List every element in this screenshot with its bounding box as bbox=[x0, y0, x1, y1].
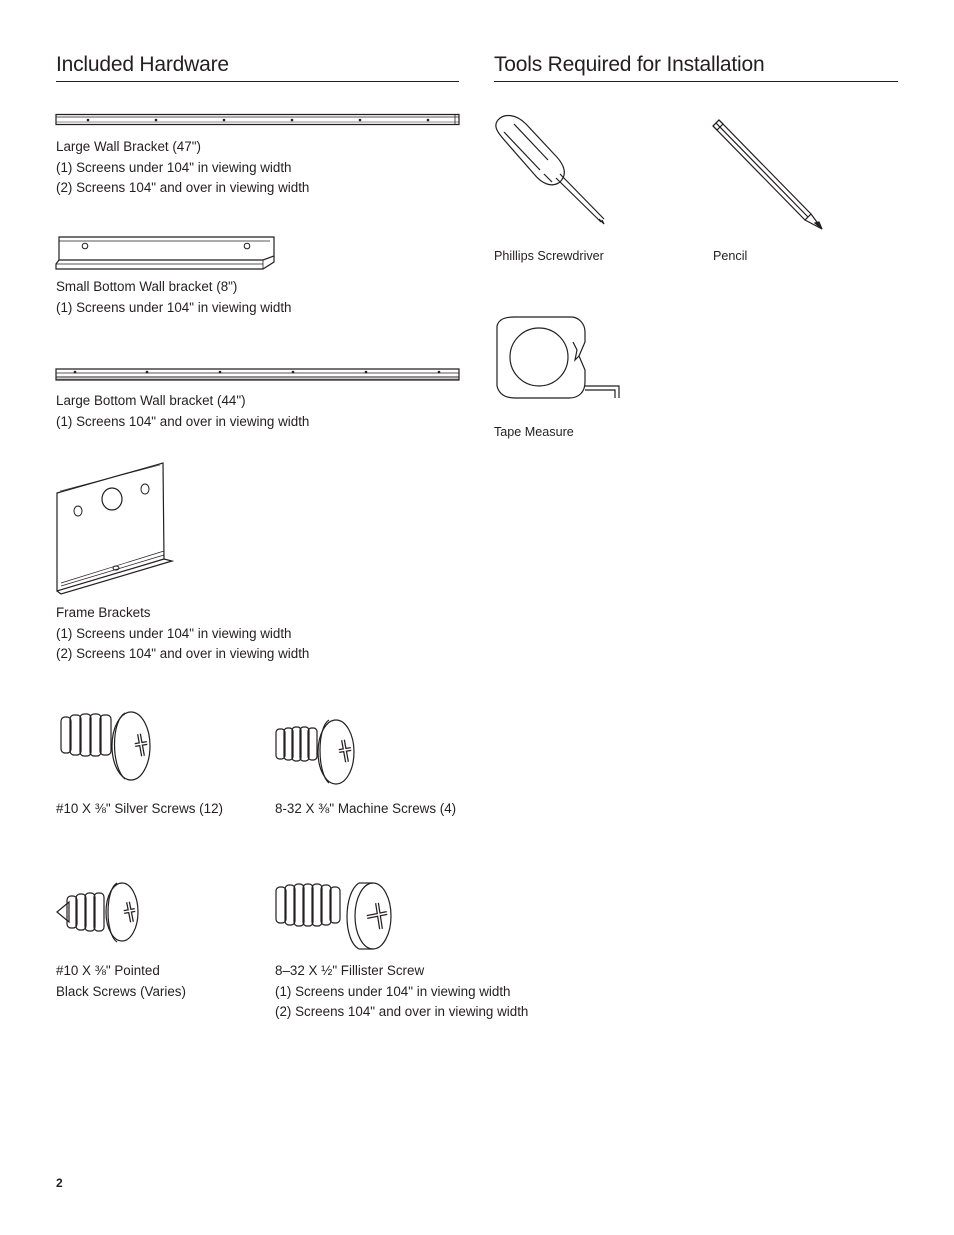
pencil-icon bbox=[711, 118, 825, 232]
large-wall-bracket-caption bbox=[56, 137, 309, 199]
small-bottom-bracket-qty-1: (1) Screens under 104" in viewing width bbox=[56, 299, 292, 315]
page-number: 2 bbox=[56, 1176, 63, 1190]
tape-measure-label: Tape Measure bbox=[494, 425, 574, 439]
pointed-screws-line-1: #10 X ⅜" Pointed bbox=[56, 963, 160, 978]
heading-rule-left bbox=[56, 81, 459, 82]
frame-brackets-caption bbox=[56, 603, 309, 665]
pencil-caption bbox=[713, 246, 747, 267]
large-wall-bracket-qty-2: (2) Screens 104" and over in viewing width bbox=[56, 180, 310, 195]
large-wall-bracket-qty-1: (1) Screens under 104" in viewing width bbox=[56, 159, 292, 175]
large-bottom-bracket-name: Large Bottom Wall bracket (44") bbox=[56, 393, 246, 408]
included-hardware-heading: Included Hardware bbox=[56, 53, 229, 76]
heading-rule-right bbox=[494, 81, 898, 82]
silver-screws-name: #10 X ⅜" Silver Screws (12) bbox=[56, 801, 223, 816]
frame-bracket-icon bbox=[54, 461, 176, 597]
large-wall-bracket-name: Large Wall Bracket (47") bbox=[56, 139, 201, 154]
fillister-screw-icon bbox=[273, 879, 395, 953]
fillister-screw-caption bbox=[275, 961, 528, 1023]
screwdriver-caption bbox=[494, 246, 604, 267]
long-rail-bracket-icon bbox=[55, 113, 461, 127]
frame-brackets-name: Frame Brackets bbox=[56, 605, 151, 620]
tape-measure-caption bbox=[494, 422, 574, 443]
screwdriver-icon bbox=[492, 112, 606, 228]
fillister-screw-name: 8–32 X ½" Fillister Screw bbox=[275, 963, 425, 978]
frame-brackets-qty-2: (2) Screens 104" and over in viewing width bbox=[56, 646, 310, 661]
machine-screw-icon bbox=[273, 717, 359, 787]
tape-measure-icon bbox=[493, 316, 627, 402]
long-bottom-rail-icon bbox=[55, 367, 461, 383]
large-bottom-bracket-caption bbox=[56, 391, 309, 432]
pencil-label: Pencil bbox=[713, 249, 748, 263]
frame-brackets-qty-1: (1) Screens under 104" in viewing width bbox=[56, 625, 292, 641]
small-bottom-bracket-name: Small Bottom Wall bracket (8") bbox=[56, 279, 238, 294]
machine-screws-name: 8-32 X ⅜" Machine Screws (4) bbox=[275, 801, 457, 816]
pointed-screws-caption bbox=[56, 961, 186, 1002]
short-angle-bracket-icon bbox=[55, 234, 277, 272]
tools-required-heading: Tools Required for Installation bbox=[494, 53, 765, 76]
silver-screws-caption bbox=[56, 799, 223, 820]
large-bottom-bracket-qty-1: (1) Screens 104" and over in viewing width bbox=[56, 413, 310, 429]
pan-head-screw-icon bbox=[55, 709, 165, 785]
pointed-screw-icon bbox=[55, 880, 141, 944]
fillister-screw-qty-1: (1) Screens under 104" in viewing width bbox=[275, 983, 511, 999]
pointed-screws-line-2: Black Screws (Varies) bbox=[56, 983, 186, 999]
screwdriver-label: Phillips Screwdriver bbox=[494, 249, 604, 263]
small-bottom-bracket-caption bbox=[56, 277, 292, 318]
machine-screws-caption bbox=[275, 799, 456, 820]
fillister-screw-qty-2: (2) Screens 104" and over in viewing width bbox=[275, 1004, 529, 1019]
